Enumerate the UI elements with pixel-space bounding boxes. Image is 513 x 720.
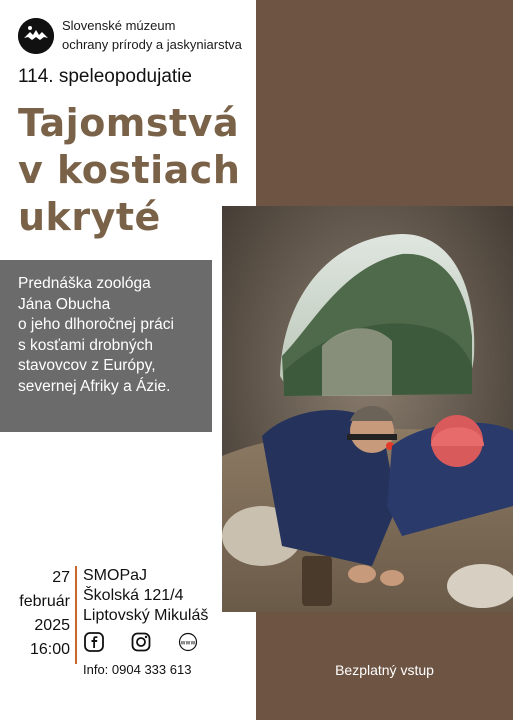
event-title [18, 100, 268, 241]
venue-street: Školská 121/4 [83, 587, 184, 604]
museum-logo [18, 18, 54, 54]
title-line-2: v kostiach [18, 148, 241, 192]
event-series: 114. speleopodujatie [18, 66, 192, 87]
instagram-icon[interactable] [131, 632, 151, 657]
title-line-1: Tajomstvá [18, 101, 240, 145]
www-icon[interactable] [178, 632, 198, 657]
title-line-3: ukryté [18, 195, 161, 239]
description-box [0, 260, 212, 432]
event-date [8, 566, 70, 662]
social-icons [84, 632, 224, 656]
venue-name: SMOPaJ [83, 567, 148, 584]
svg-text:www: www [180, 639, 196, 647]
venue-address [83, 566, 208, 626]
description-line: Jána Obucha [18, 295, 111, 313]
date-year: 2025 [34, 617, 70, 634]
venue-city: Liptovský Mikuláš [83, 607, 209, 624]
description-line: stavovcov z Európy, [18, 357, 156, 374]
divider-line [75, 566, 77, 664]
brown-block-top [256, 0, 513, 206]
cave-photo [222, 206, 513, 612]
date-month: február [19, 593, 70, 610]
description-line: o jeho dlhoročnej práci [18, 316, 174, 333]
facebook-icon[interactable] [84, 632, 104, 657]
event-time: 16:00 [29, 641, 70, 658]
org-line-2: ochrany prírody a jaskyniarstva [62, 37, 242, 52]
description-line: s kosťami drobných [18, 336, 154, 354]
description-line: Prednáška zoológa [18, 275, 151, 292]
free-entry-label: Bezplatný vstup [335, 662, 434, 678]
description-line: severnej Afriky a Ázie. [18, 377, 171, 395]
org-line-1: Slovenské múzeum [62, 18, 176, 33]
organization-name [62, 16, 242, 54]
date-day: 27 [52, 569, 70, 586]
contact-info: Info: 0904 333 613 [83, 662, 192, 677]
